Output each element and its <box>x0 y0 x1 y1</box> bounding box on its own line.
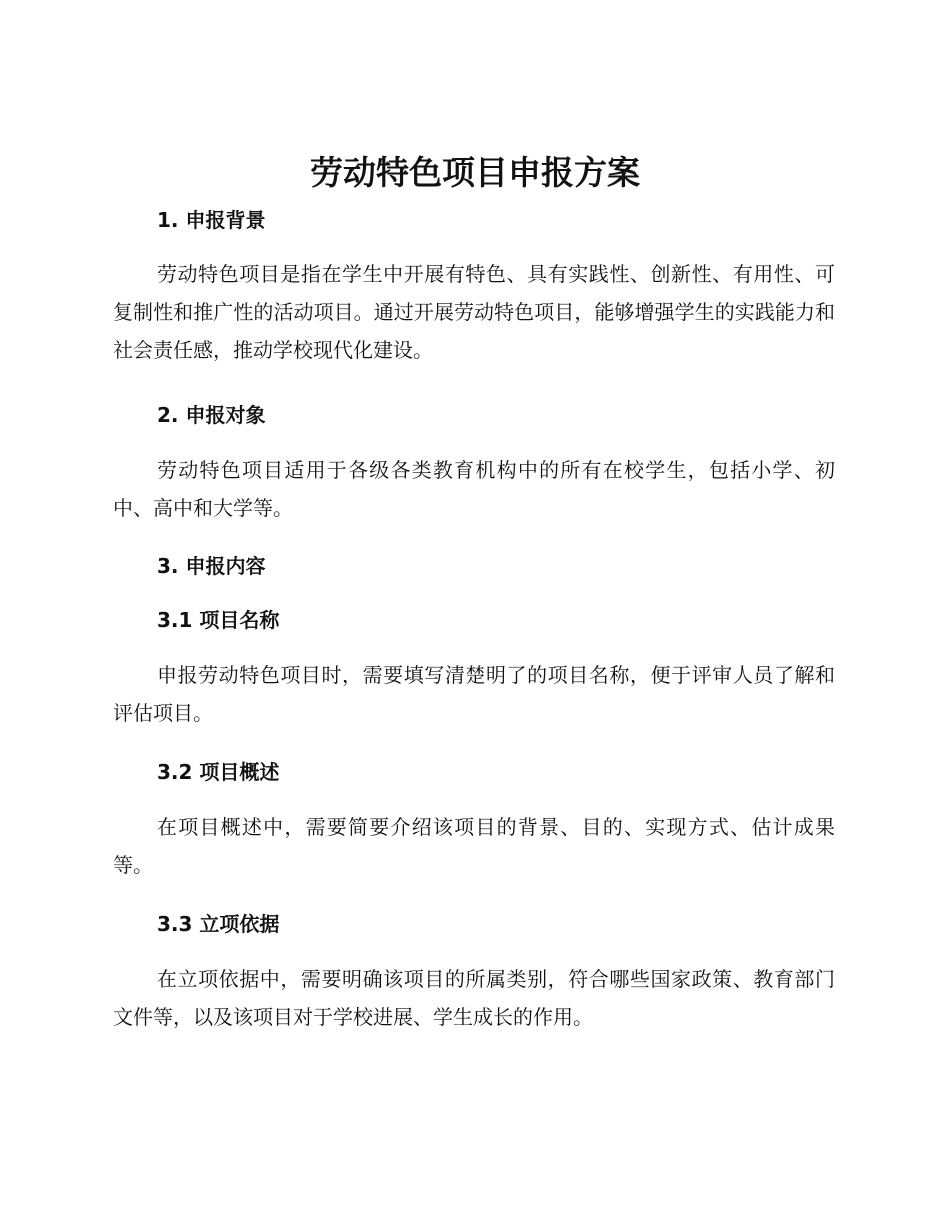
section-paragraph-project-name: 申报劳动特色项目时，需要填写清楚明了的项目名称，便于评审人员了解和评估项目。 <box>113 663 835 725</box>
section-heading-background: 1. 申报背景 <box>157 208 266 232</box>
document-title: 劳动特色项目申报方案 <box>310 153 640 192</box>
section-paragraph-target: 劳动特色项目适用于各级各类教育机构中的所有在校学生，包括小学、初中、高中和大学等。 <box>113 458 835 520</box>
section-paragraph-background: 劳动特色项目是指在学生中开展有特色、具有实践性、创新性、有用性、可复制性和推广性的活动项目。通过开展劳动特色项目，能够增强学生的实践能力和社会责任感，推动学校现代化建设。 <box>113 262 835 362</box>
section-paragraph-project-basis: 在立项依据中，需要明确该项目的所属类别，符合哪些国家政策、教育部门文件等，以及该项目对于学校进展、学生成长的作用。 <box>113 967 835 1029</box>
section-heading-project-name: 3.1 项目名称 <box>157 608 280 632</box>
section-paragraph-project-overview: 在项目概述中，需要简要介绍该项目的背景、目的、实现方式、估计成果等。 <box>113 815 835 877</box>
section-heading-project-basis: 3.3 立项依据 <box>157 912 280 936</box>
section-heading-project-overview: 3.2 项目概述 <box>157 760 280 784</box>
section-heading-content: 3. 申报内容 <box>157 554 266 578</box>
section-heading-target: 2. 申报对象 <box>157 403 266 427</box>
